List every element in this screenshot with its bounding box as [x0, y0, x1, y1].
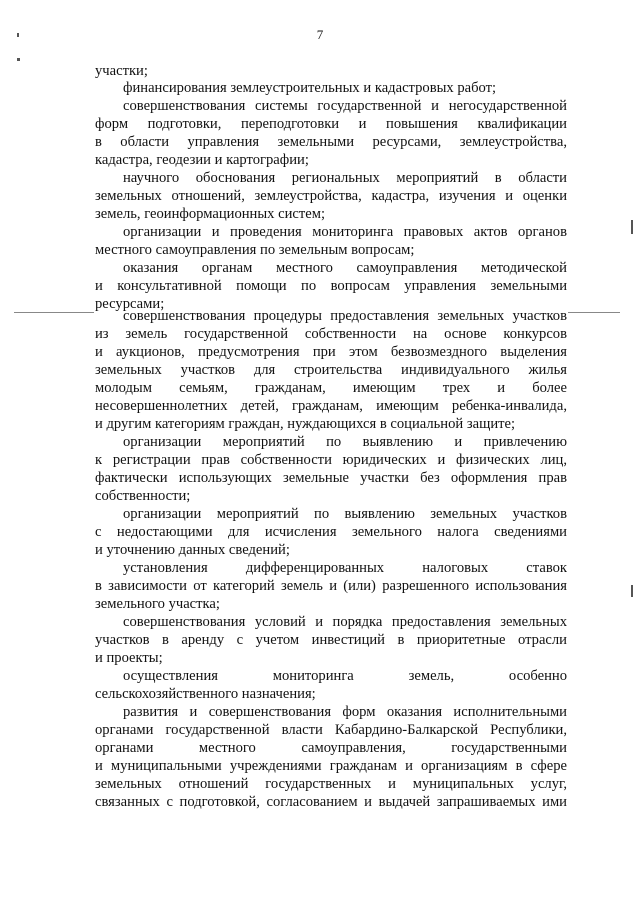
text-line: ресурсами;	[95, 296, 165, 312]
text-line: с недостающими для исчисления земельного налога сведениями	[95, 524, 567, 540]
text-line: и проекты;	[95, 650, 163, 666]
text-line: форм подготовки, переподготовки и повышения квалификации	[95, 116, 567, 132]
text-line: земель, геоинформационных систем;	[95, 206, 326, 222]
text-line: местного самоуправления по земельным вопросам;	[95, 242, 415, 258]
text-line: собственности;	[95, 488, 191, 504]
text-line: связанных с подготовкой, согласованием и выдачей запрашиваемых ими	[95, 794, 567, 810]
text-line: земельных отношений, землеустройства, кадастра, изучения и оценки	[95, 188, 567, 204]
text-line: и аукционов, предусмотрения при этом безвозмездного выделения	[95, 344, 567, 360]
text-line: молодым семьям, гражданам, имеющим трех и более	[95, 380, 567, 396]
text-line: к регистрации прав собственности юридических и физических лиц,	[95, 452, 567, 468]
scan-mark-right	[631, 220, 633, 234]
text-line: несовершеннолетних детей, гражданам, имеющим ребенка-инвалида,	[95, 398, 567, 414]
text-line: и муниципальными учреждениями гражданам и организациям в сфере	[95, 758, 567, 774]
text-line: органами местного самоуправления, государственными	[95, 740, 567, 756]
text-line: осуществления мониторинга земель, особенно	[123, 668, 567, 684]
text-line: развития и совершенствования форм оказания исполнительными	[123, 704, 567, 720]
text-line: участков в аренду с учетом инвестиций в приоритетные отрасли	[95, 632, 567, 648]
text-line: научного обоснования региональных мероприятий в области	[123, 170, 567, 186]
text-line: земельных отношений государственных и муниципальных услуг,	[95, 776, 567, 792]
text-line: и другим категориям граждан, нуждающихся в социальной защите;	[95, 416, 516, 432]
text-line: земельных участков для строительства индивидуального жилья	[95, 362, 567, 378]
text-line: совершенствования процедуры предоставления земельных участков	[123, 308, 567, 324]
text-line: в области управления земельными ресурсами, землеустройства,	[95, 134, 567, 150]
text-line: сельскохозяйственного назначения;	[95, 686, 316, 702]
text-line: участки;	[95, 63, 148, 79]
text-line: организации и проведения мониторинга правовых актов органов	[123, 224, 567, 240]
text-line: финансирования землеустроительных и кадастровых работ;	[123, 80, 497, 96]
text-line: установления дифференцированных налоговых ставок	[123, 560, 567, 576]
text-line: из земель государственной собственности на основе конкурсов	[95, 326, 567, 342]
fold-line-right	[568, 312, 620, 313]
text-line: и консультативной помощи по вопросам управления земельными	[95, 278, 567, 294]
scan-mark-left	[17, 58, 20, 61]
text-line: организации мероприятий по выявлению земельных участков	[123, 506, 567, 522]
text-line: фактически использующих земельные участки без оформления прав	[95, 470, 567, 486]
text-line: и уточнению данных сведений;	[95, 542, 290, 558]
text-line: совершенствования системы государственной и негосударственной	[123, 98, 567, 114]
scan-mark-right-2	[631, 585, 633, 597]
text-line: совершенствования условий и порядка предоставления земельных	[123, 614, 567, 630]
text-line: земельного участка;	[95, 596, 220, 612]
text-line: оказания органам местного самоуправления методической	[123, 260, 567, 276]
text-line: кадастра, геодезии и картографии;	[95, 152, 309, 168]
text-line: организации мероприятий по выявлению и привлечению	[123, 434, 567, 450]
text-line: в зависимости от категорий земель и (или) разрешенного использования	[95, 578, 567, 594]
text-line: органами государственной власти Кабардино-Балкарской Республики,	[95, 722, 567, 738]
page-number: 7	[316, 27, 324, 42]
fold-line-left	[14, 312, 94, 313]
